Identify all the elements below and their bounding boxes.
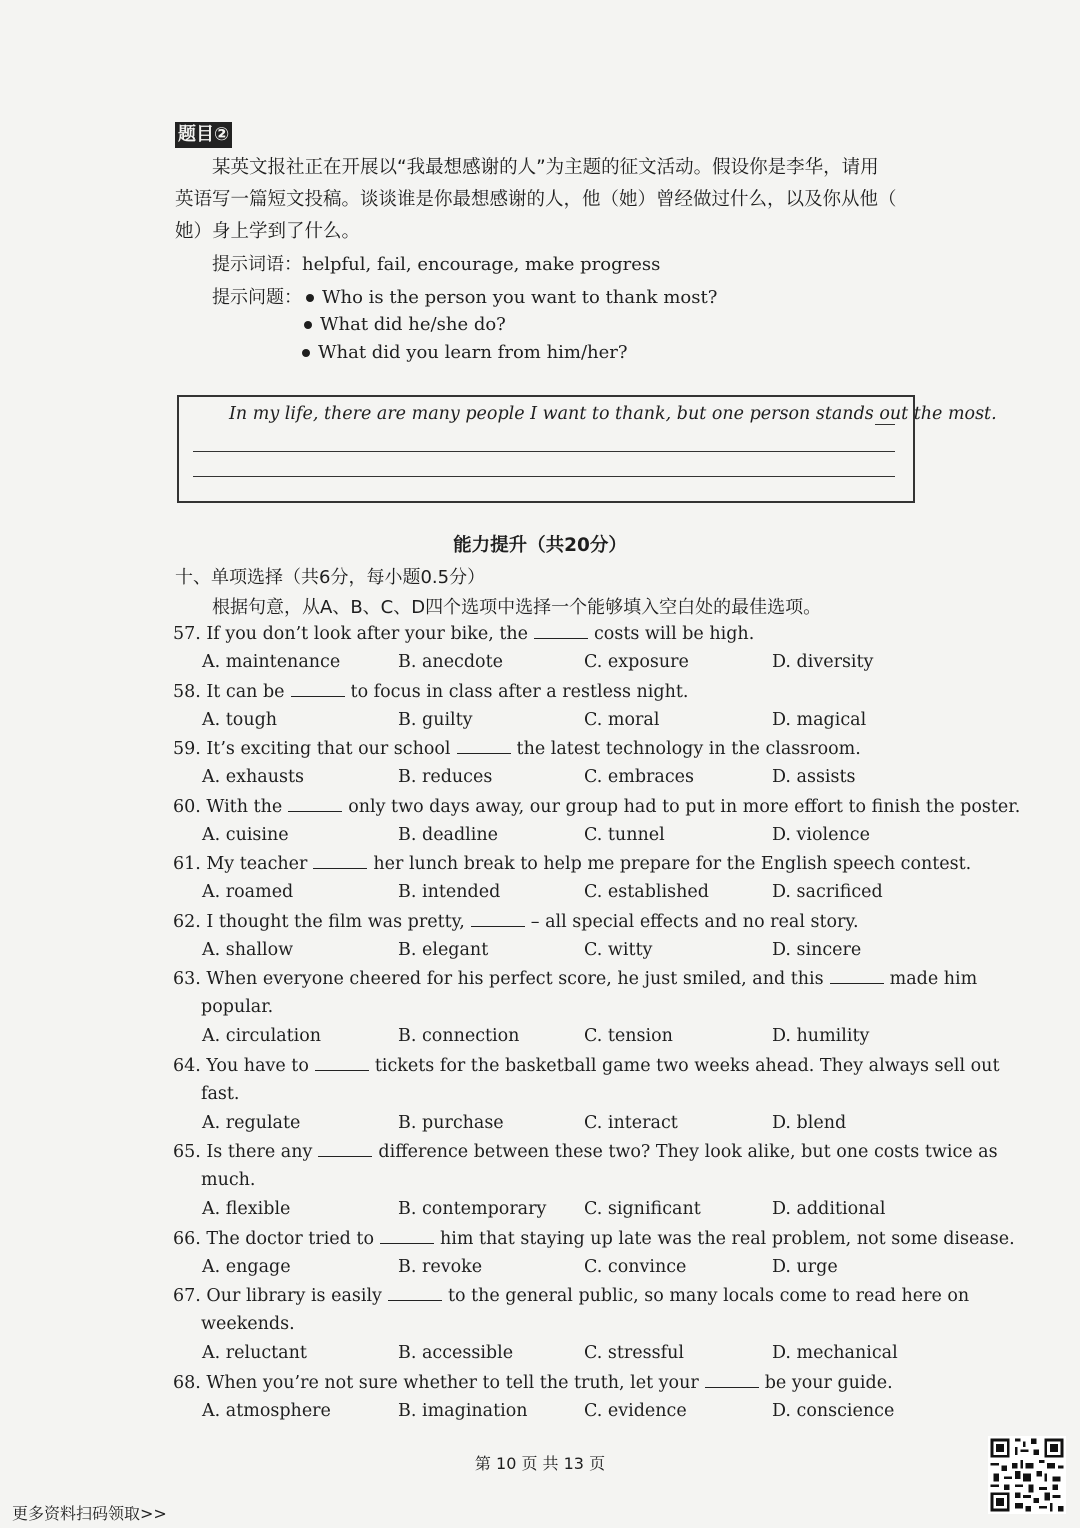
question-text: 63. When everyone cheered for his perfect score, he just smiled, and this [173,969,824,989]
option-a[interactable]: A. atmosphere [202,1400,331,1421]
answer-blank[interactable] [705,1371,759,1388]
question-text: 65. Is there any [173,1142,313,1162]
question-text: only two days away, our group had to put in more effort to finish the poster. [348,796,1021,817]
option-d[interactable]: D. sincere [772,939,862,960]
option-d[interactable]: D. additional [772,1199,886,1219]
hint-words-label: 提示词语： [212,254,302,275]
answer-blank[interactable] [318,1140,372,1157]
question-text: 64. You have to [173,1055,309,1076]
option-a[interactable]: A. shallow [202,939,294,960]
option-b[interactable]: B. contemporary [398,1199,547,1219]
question-text: 60. With the [173,796,283,817]
task-label: 题目② [175,122,232,148]
answer-blank[interactable] [457,737,511,754]
question-continuation: much. [201,1170,256,1190]
scan-prompt: 更多资料扫码领取>> [12,1504,167,1523]
question-text: to the general public, so many locals come to read here on [447,1286,970,1306]
question-58 [173,680,688,703]
option-c[interactable]: C. tension [584,1026,673,1046]
question-continuation: popular. [201,997,274,1017]
question-63 [173,967,977,990]
question-text: to focus in class after a restless night. [350,681,689,702]
answer-blank[interactable] [534,622,588,639]
writing-line [193,476,895,477]
question-60 [173,795,1020,818]
option-a[interactable]: A. cuisine [202,824,289,845]
answer-blank[interactable] [380,1227,434,1244]
option-d[interactable]: D. assists [772,767,856,787]
option-c[interactable]: C. tunnel [584,824,665,845]
question-text: 67. Our library is easily [173,1286,382,1306]
option-c[interactable]: C. moral [584,709,660,730]
option-b[interactable]: B. imagination [398,1400,528,1421]
bullet-icon [304,321,312,329]
hint-question: Who is the person you want to thank most? [306,286,717,310]
option-d[interactable]: D. violence [772,824,870,845]
option-c[interactable]: C. stressful [584,1343,684,1363]
hint-questions-label: 提示问题： [212,287,302,308]
option-d[interactable]: D. humility [772,1026,870,1046]
answer-blank[interactable] [471,910,525,927]
answer-blank[interactable] [830,967,884,984]
option-a[interactable]: A. maintenance [202,652,341,672]
writing-line [875,424,895,425]
question-text: her lunch break to help me prepare for the English speech contest. [373,854,972,874]
question-text: the latest technology in the classroom. [516,739,861,759]
page-number: 第 10 页 共 13 页 [474,1454,606,1473]
question-text: 59. It’s exciting that our school [173,739,451,759]
option-c[interactable]: C. embraces [584,767,694,787]
question-text: difference between these two? They look alike, but one costs twice as [378,1142,998,1162]
option-a[interactable]: A. circulation [202,1026,322,1046]
question-68 [173,1371,893,1394]
option-b[interactable]: B. connection [398,1026,520,1046]
question-62 [173,910,859,933]
section-subtitle: 十、单项选择（共6分，每小题0.5分） [175,567,486,588]
option-d[interactable]: D. diversity [772,652,874,672]
option-b[interactable]: B. anecdote [398,652,503,672]
question-text: him that staying up late was the real problem, not some disease. [439,1228,1015,1249]
hint-question: What did you learn from him/her? [302,341,628,365]
option-b[interactable]: B. elegant [398,939,489,960]
option-a[interactable]: A. flexible [202,1199,291,1219]
option-a[interactable]: A. exhausts [202,767,304,787]
option-b[interactable]: B. intended [398,882,501,902]
section-title: 能力提升（共20分） [453,535,627,556]
option-b[interactable]: B. revoke [398,1256,483,1277]
bullet-icon [302,349,310,357]
option-d[interactable]: D. sacrificed [772,882,883,902]
question-57 [173,622,754,645]
question-continuation: weekends. [201,1314,295,1334]
option-a[interactable]: A. reluctant [202,1343,307,1363]
option-c[interactable]: C. established [584,882,709,902]
option-c[interactable]: C. witty [584,939,653,960]
option-c[interactable]: C. interact [584,1112,678,1133]
question-59 [173,737,861,760]
option-b[interactable]: B. reduces [398,767,493,787]
question-text: be your guide. [764,1372,893,1393]
task-description-line-3: 她）身上学到了什么。 [175,221,361,242]
task-description-line-2: 英语写一篇短文投稿。谈谈谁是你最想感谢的人，他（她）曾经做过什么，以及你从他（ [175,189,897,210]
option-a[interactable]: A. roamed [202,882,294,902]
option-d[interactable]: D. conscience [772,1400,895,1421]
option-a[interactable]: A. engage [202,1256,291,1277]
option-b[interactable]: B. guilty [398,709,473,730]
question-continuation: fast. [201,1083,240,1104]
hint-words: helpful, fail, encourage, make progress [302,254,661,275]
question-65 [173,1140,998,1163]
option-d[interactable]: D. blend [772,1112,847,1133]
option-a[interactable]: A. regulate [202,1112,301,1133]
hint-words-row [212,253,660,277]
hint-question: What did he/she do? [304,313,506,337]
option-b[interactable]: B. purchase [398,1112,504,1133]
question-61 [173,852,971,875]
question-text: 57. If you don’t look after your bike, the [173,624,528,644]
answer-blank[interactable] [315,1054,369,1071]
writing-line [193,451,895,452]
question-67 [173,1284,969,1307]
question-text: 66. The doctor tried to [173,1228,374,1249]
opening-sentence: In my life, there are many people I want to thank, but one person stands out the most. [229,404,997,424]
option-c[interactable]: C. exposure [584,652,689,672]
question-64 [173,1054,999,1077]
question-text: costs will be high. [594,624,755,644]
option-d[interactable]: D. magical [772,709,867,730]
question-text: 62. I thought the film was pretty, [173,911,465,932]
question-text: made him [889,969,978,989]
option-c[interactable]: C. convince [584,1256,687,1277]
answer-blank[interactable] [291,680,345,697]
bullet-icon [306,294,314,302]
question-text: – all special effects and no real story. [530,911,859,932]
question-text: 61. My teacher [173,854,308,874]
question-text: 58. It can be [173,681,285,702]
question-text: tickets for the basketball game two weeks ahead. They always sell out [374,1055,1000,1076]
option-d[interactable]: D. mechanical [772,1343,898,1363]
answer-blank[interactable] [388,1284,442,1301]
writing-answer-box[interactable] [177,395,997,503]
option-d[interactable]: D. urge [772,1256,838,1277]
option-c[interactable]: C. evidence [584,1400,687,1421]
option-b[interactable]: B. deadline [398,824,499,845]
option-a[interactable]: A. tough [202,709,278,730]
qr-code-icon[interactable] [988,1436,1066,1514]
question-66 [173,1227,1015,1250]
question-text: 68. When you’re not sure whether to tell the truth, let your [173,1372,699,1393]
section-instruction: 根据句意，从A、B、C、D四个选项中选择一个能够填入空白处的最佳选项。 [212,597,822,618]
answer-blank[interactable] [288,795,342,812]
option-c[interactable]: C. significant [584,1199,701,1219]
answer-blank[interactable] [313,852,367,869]
task-description-line-1: 某英文报社正在开展以“我最想感谢的人”为主题的征文活动。假设你是李华，请用 [212,157,879,178]
option-b[interactable]: B. accessible [398,1343,514,1363]
